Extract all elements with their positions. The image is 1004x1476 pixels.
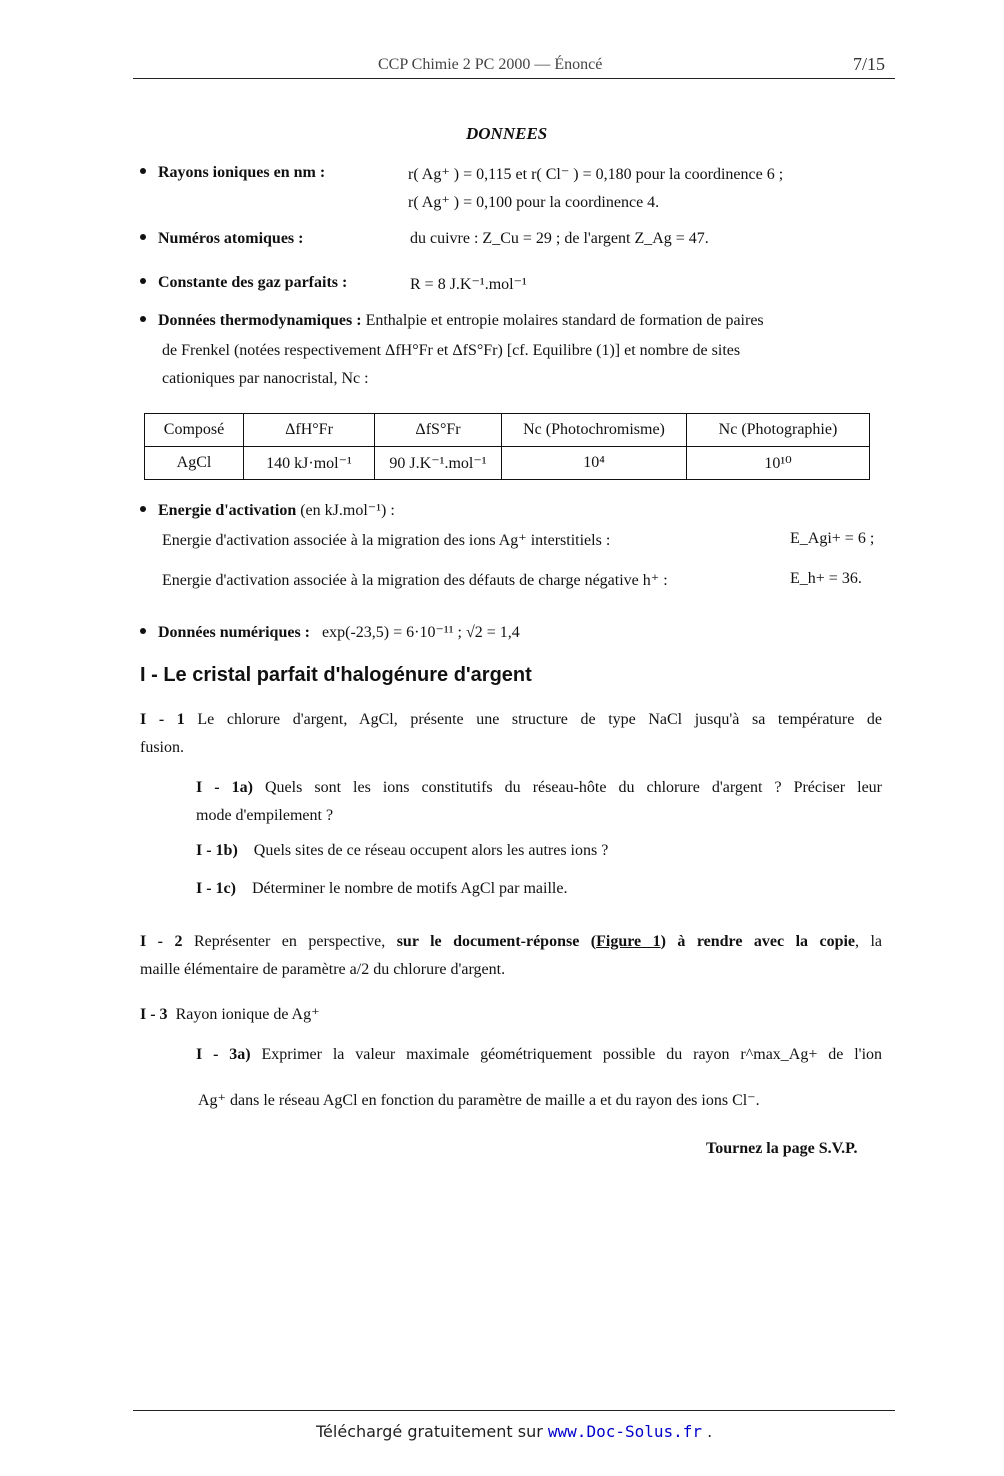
running-title: CCP Chimie 2 PC 2000 — Énoncé: [378, 56, 603, 73]
q1a-paragraph: [196, 774, 882, 830]
q1c-line: [196, 880, 567, 898]
figure-1-link[interactable]: Figure 1: [596, 933, 661, 950]
header-rule: [133, 78, 895, 79]
rayons-label-row: [140, 164, 325, 182]
footer-text: Téléchargé gratuitement sur: [316, 1422, 543, 1441]
turn-page: Tournez la page S.V.P.: [706, 1140, 858, 1157]
activation-value2: E_h+ = 36.: [790, 570, 862, 587]
q1-text1: Le chlorure d'argent, AgCl, présente une structure de type NaCl jusqu'à sa température de: [197, 711, 883, 728]
q3a-text2: Ag⁺ dans le réseau AgCl en fonction du paramètre de maille a et du rayon des ions Cl⁻.: [198, 1092, 760, 1109]
q3a-line1: [196, 1046, 882, 1064]
activation-label-row: [140, 500, 395, 520]
q1b-number: I - 1b): [196, 842, 238, 859]
gaz-label-row: [140, 274, 347, 292]
q1c-text: Déterminer le nombre de motifs AgCl par maille.: [251, 880, 568, 897]
q1c-number: I - 1c): [196, 880, 236, 897]
footer: [316, 1422, 712, 1441]
thermo-text1: Enthalpie et entropie molaires standard de formation de paires: [365, 312, 764, 329]
footer-url-link[interactable]: www.Doc-Solus.fr: [547, 1422, 703, 1441]
activation-unit: (en kJ.mol⁻¹) :: [300, 502, 395, 519]
section-title: I - Le cristal parfait d'halogénure d'argent: [140, 664, 532, 686]
table-header-cell: Composé: [145, 414, 244, 447]
q1a-text1: Quels sont les ions constitutifs du réseau-hôte du chlorure d'argent ? Préciser leur: [264, 779, 883, 796]
thermo-label: Données thermodynamiques :: [158, 312, 362, 329]
q2-text-a: Représenter en perspective,: [193, 933, 386, 950]
numeriques-row: [140, 622, 520, 642]
table-header-cell: Nc (Photochromisme): [502, 414, 687, 447]
q1-number: I - 1: [140, 711, 185, 728]
q2-text2: maille élémentaire de paramètre a/2 du chlorure d'argent.: [140, 961, 506, 978]
gaz-text: R = 8 J.K⁻¹.mol⁻¹: [410, 276, 527, 293]
table-header-row: [145, 414, 870, 447]
bullet-icon: [140, 278, 146, 284]
rayons-label: Rayons ioniques en nm :: [158, 164, 326, 181]
q2-text-b: sur le document-réponse (: [396, 933, 597, 950]
thermo-text2: de Frenkel (notées respectivement ΔfH°Fr et ΔfS°Fr) [cf. Equilibre (1)] et nombre de sites: [162, 342, 741, 359]
bullet-icon: [140, 234, 146, 240]
activation-label: Energie d'activation: [158, 502, 297, 519]
table-cell: 90 J.K⁻¹.mol⁻¹: [375, 447, 502, 480]
table-header-cell: Nc (Photographie): [687, 414, 870, 447]
numeriques-label: Données numériques :: [158, 624, 311, 641]
thermo-text3: cationiques par nanocristal, Nc :: [162, 370, 369, 387]
q2-paragraph: [140, 928, 882, 984]
q1a-text2: mode d'empilement ?: [196, 807, 334, 824]
q1b-line: [196, 842, 608, 860]
footer-dot: .: [707, 1422, 713, 1441]
gaz-label: Constante des gaz parfaits :: [158, 274, 348, 291]
bullet-icon: [140, 316, 146, 322]
q3a-text1: Exprimer la valeur maximale géométriquement possible du rayon r^max_Ag+ de l'ion: [261, 1046, 883, 1063]
footer-rule: [133, 1410, 895, 1411]
numeros-label-row: [140, 230, 303, 248]
table-header-cell: ΔfH°Fr: [244, 414, 375, 447]
table-cell: 10⁴: [502, 447, 687, 480]
q2-text-d: , la: [855, 933, 883, 950]
q1-line1: [140, 706, 882, 734]
activation-line2: Energie d'activation associée à la migration des défauts de charge négative h⁺ :: [162, 572, 668, 589]
page-number: 7/15: [853, 54, 886, 74]
q3-number: I - 3: [140, 1006, 168, 1023]
numeros-text: du cuivre : Z_Cu = 29 ; de l'argent Z_Ag = 47.: [410, 230, 709, 247]
table-header-cell: ΔfS°Fr: [375, 414, 502, 447]
thermo-table: [144, 413, 870, 480]
q2-line1: [140, 928, 882, 956]
table-row: [145, 447, 870, 480]
q3a-number: I - 3a): [196, 1046, 251, 1063]
q3a-line1-inner: [196, 1046, 882, 1064]
q1-paragraph: [140, 706, 882, 762]
q1a-number: I - 1a): [196, 779, 253, 796]
donnees-title: DONNEES: [466, 124, 548, 143]
bullet-icon: [140, 168, 146, 174]
bullet-icon: [140, 506, 146, 512]
numeros-label: Numéros atomiques :: [158, 230, 304, 247]
q3-text: Rayon ionique de Ag⁺: [175, 1006, 320, 1023]
activation-value1: E_Agi+ = 6 ;: [790, 530, 875, 547]
thermo-row1: [140, 312, 882, 330]
table-cell: 10¹⁰: [687, 447, 870, 480]
numeriques-text: exp(-23,5) = 6·10⁻¹¹ ; √2 = 1,4: [322, 624, 520, 641]
rayons-line1: r( Ag⁺ ) = 0,115 et r( Cl⁻ ) = 0,180 pour la coordinence 6 ;: [408, 166, 784, 183]
rayons-line2: r( Ag⁺ ) = 0,100 pour la coordinence 4.: [408, 194, 660, 211]
q1b-text: Quels sites de ce réseau occupent alors les autres ions ?: [253, 842, 609, 859]
q2-number: I - 2: [140, 933, 183, 950]
q1-text2: fusion.: [140, 739, 184, 756]
activation-line1: Energie d'activation associée à la migration des ions Ag⁺ interstitiels :: [162, 532, 611, 549]
q1a-line1: [196, 774, 882, 802]
bullet-icon: [140, 628, 146, 634]
q2-text-c: ) à rendre avec la copie: [660, 933, 856, 950]
q3-line: [140, 1004, 320, 1024]
table-cell: 140 kJ·mol⁻¹: [244, 447, 375, 480]
table-cell: AgCl: [145, 447, 244, 480]
